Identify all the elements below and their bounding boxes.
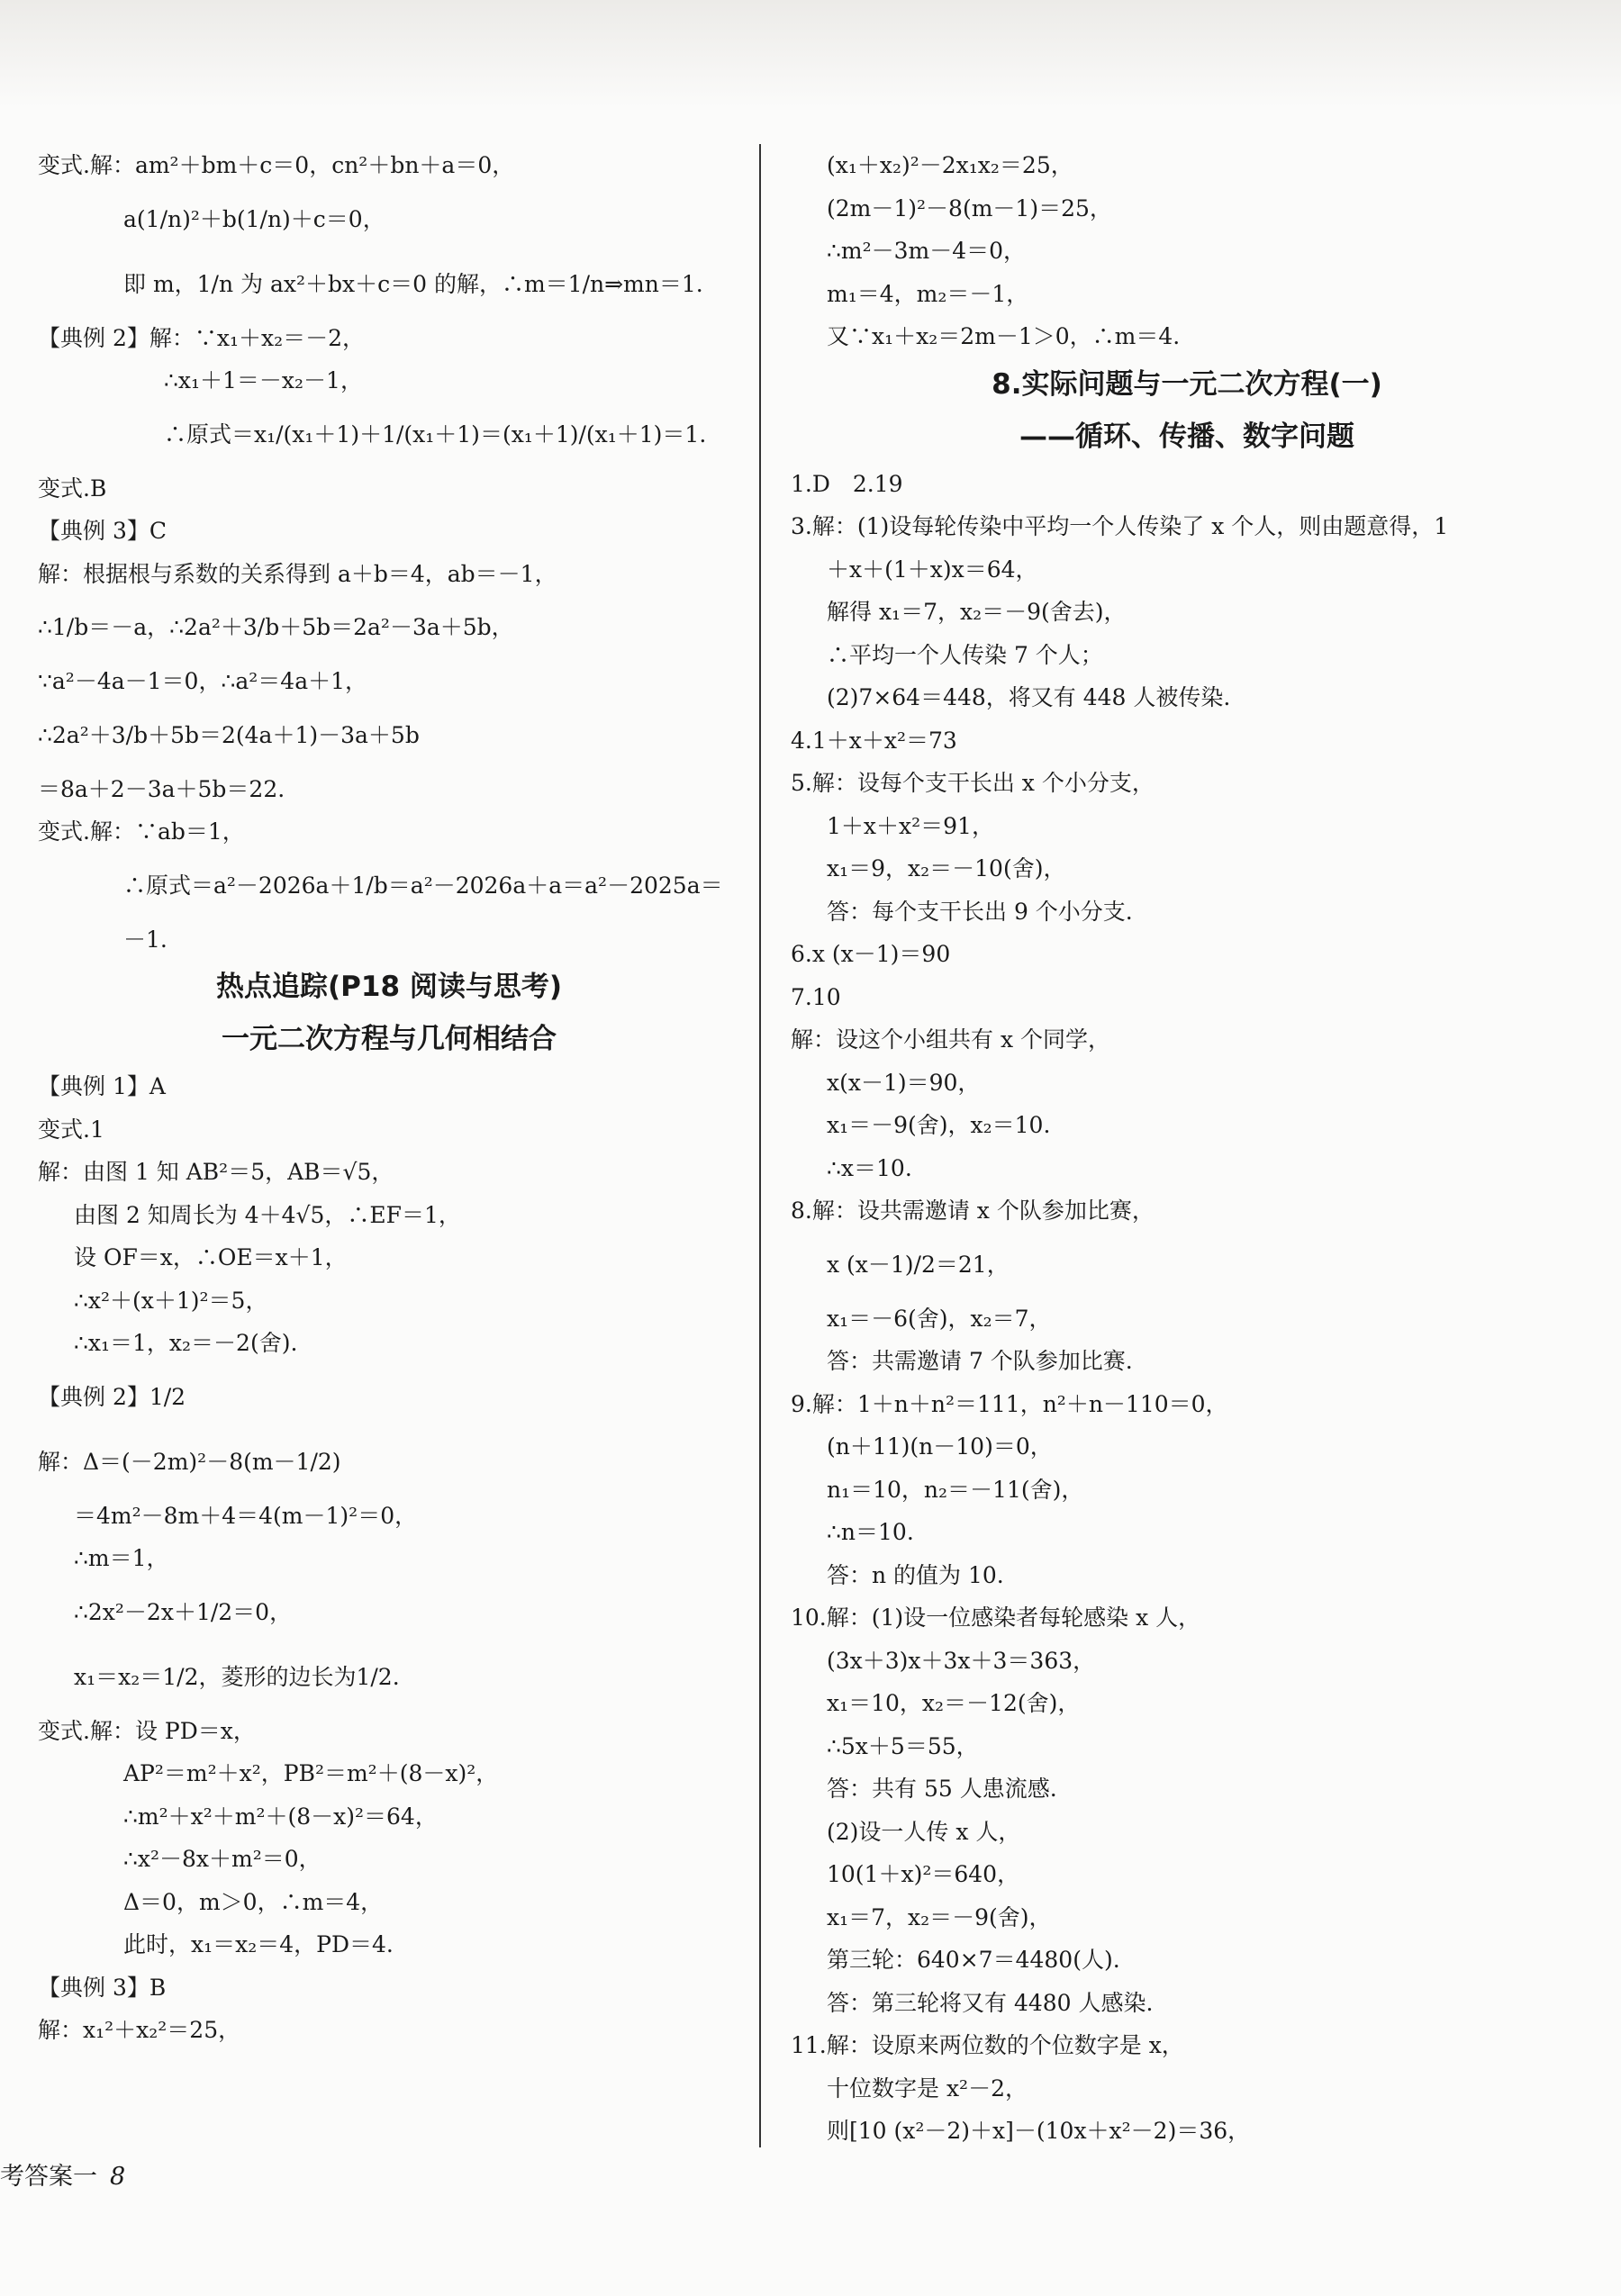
page-number: 8: [110, 2163, 126, 2191]
answer-line: x₁＝9，x₂＝－10(舍)，: [827, 855, 1066, 881]
answer-line: 则[10 (x²－2)＋x]－(10x＋x²－2)＝36，: [827, 2118, 1251, 2144]
page-footer: [0, 2156, 125, 2192]
answer-line: ∴x₁＝1，x₂＝－2(舍).: [74, 1330, 298, 1356]
answer-line: x(x－1)＝90，: [827, 1069, 981, 1096]
answer-line: 1.D 2.19: [791, 470, 903, 497]
answer-line: m₁＝4，m₂＝－1，: [827, 280, 1029, 307]
answer-line: 答：第三轮将又有 4480 人感染.: [827, 1989, 1154, 2016]
answer-line: ∴2a²＋3/b＋5b＝2(4a＋1)－3a＋5b: [38, 721, 420, 748]
answer-line: ∴1/b＝－a，∴2a²＋3/b＋5b＝2a²－3a＋5b，: [38, 614, 514, 640]
answer-line: Δ＝0，m＞0，∴m＝4，: [123, 1888, 384, 1915]
answer-line: －1.: [123, 926, 168, 953]
answer-line: 解得 x₁＝7，x₂＝－9(舍去)，: [827, 599, 1127, 625]
answer-line: ＝4m²－8m＋4＝4(m－1)²＝0，: [74, 1502, 418, 1529]
answer-line: ∴2x²－2x＋1/2＝0，: [74, 1598, 293, 1625]
answer-line: (2)7×64＝448，将又有 448 人被传染.: [827, 684, 1231, 710]
answer-line: 【典例 3】C: [38, 518, 167, 544]
answer-line: 7.10: [791, 983, 841, 1010]
answer-line: 解：x₁²＋x₂²＝25，: [38, 2017, 241, 2043]
answer-line: 1＋x＋x²＝91，: [827, 812, 994, 839]
answer-line: ∴m²－3m－4＝0，: [827, 238, 1027, 264]
answer-line: 解：由图 1 知 AB²＝5，AB＝√5，: [38, 1159, 394, 1185]
answer-line: x (x－1)/2＝21，: [827, 1251, 1010, 1278]
answer-line: x₁＝－6(舍)，x₂＝7，: [827, 1305, 1052, 1332]
answer-line: 变式.解：∵ab＝1，: [38, 818, 245, 845]
answer-line: 10(1＋x)²＝640，: [827, 1861, 1020, 1887]
answer-line: x₁＝10，x₂＝－12(舍)，: [827, 1690, 1081, 1716]
answer-line: 答：共有 55 人患流感.: [827, 1776, 1057, 1802]
answer-line: 又∵x₁＋x₂＝2m－1＞0，∴m＝4.: [827, 323, 1181, 349]
answer-line: ∴x²－8x＋m²＝0，: [123, 1846, 321, 1872]
answer-line: ∴m＝1，: [74, 1545, 169, 1571]
answer-line: ∴原式＝a²－2026a＋1/b＝a²－2026a＋a＝a²－2025a＝: [123, 872, 723, 899]
answer-line: ∴n＝10.: [827, 1519, 914, 1545]
answer-line: (x₁＋x₂)²－2x₁x₂＝25，: [827, 152, 1073, 178]
answer-line: 答：每个支干长出 9 个小分支.: [827, 898, 1133, 925]
answer-line: 变式.1: [38, 1116, 104, 1143]
answer-line: 【典例 2】1/2: [38, 1383, 186, 1410]
answer-line: 6.x (x－1)＝90: [791, 941, 951, 967]
answer-line: ＋x＋(1＋x)x＝64，: [827, 556, 1038, 583]
answer-line: 3.解：(1)设每轮传染中平均一个人传染了 x 个人，则由题意得，1: [791, 513, 1449, 539]
answer-line: 【典例 3】B: [38, 1974, 167, 2001]
answer-line: a(1/n)²＋b(1/n)＋c＝0，: [123, 205, 385, 232]
answer-line: ∴5x＋5＝55，: [827, 1732, 979, 1759]
answer-line: ∴原式＝x₁/(x₁＋1)＋1/(x₁＋1)＝(x₁＋1)/(x₁＋1)＝1.: [164, 420, 707, 447]
answer-line: 解：设这个小组共有 x 个同学，: [791, 1026, 1110, 1053]
answer-line: ∴x＝10.: [827, 1154, 912, 1181]
left-column: [38, 144, 740, 2052]
answer-line: 10.解：(1)设一位感染者每轮感染 x 人，: [791, 1604, 1201, 1631]
answer-line: x₁＝7，x₂＝－9(舍)，: [827, 1903, 1052, 1930]
section-heading: 8.实际问题与一元二次方程(一): [992, 367, 1382, 401]
answer-line: 变式.解：am²＋bm＋c＝0，cn²＋bn＋a＝0，: [38, 152, 515, 178]
section-heading: 热点追踪(P18 阅读与思考): [216, 971, 562, 1003]
answer-line: ∴平均一个人传染 7 个人；: [827, 641, 1103, 668]
answer-line: (n＋11)(n－10)＝0，: [827, 1433, 1053, 1460]
answer-line: ∵a²－4a－1＝0，∴a²＝4a＋1，: [38, 668, 368, 694]
answer-line: (2m－1)²－8(m－1)＝25，: [827, 194, 1112, 221]
answer-line: 第三轮：640×7＝4480(人).: [827, 1947, 1120, 1973]
answer-line: 由图 2 知周长为 4＋4√5，∴EF＝1，: [74, 1201, 461, 1228]
answer-line: 即 m，1/n 为 ax²＋bx＋c＝0 的解，∴m＝1/n⇒mn＝1.: [123, 270, 703, 297]
answer-line: x₁＝－9(舍)，x₂＝10.: [827, 1112, 1051, 1138]
answer-line: 11.解：设原来两位数的个位数字是 x，: [791, 2032, 1184, 2058]
answer-line: 解：Δ＝(－2m)²－8(m－1/2): [38, 1448, 341, 1475]
answer-line: 此时，x₁＝x₂＝4，PD＝4.: [123, 1931, 394, 1957]
answer-line: (3x＋3)x＋3x＋3＝363，: [827, 1647, 1096, 1674]
column-divider: [759, 144, 761, 2147]
right-column: [791, 144, 1583, 2153]
answer-line: 【典例 2】解：∵x₁＋x₂＝－2，: [38, 324, 366, 351]
answer-line: 9.解：1＋n＋n²＝111，n²＋n－110＝0，: [791, 1390, 1228, 1417]
answer-line: ＝8a＋2－3a＋5b＝22.: [38, 775, 285, 802]
answer-line: 答：n 的值为 10.: [827, 1561, 1004, 1588]
top-edge-band: [0, 0, 1621, 108]
answer-line: ∴m²＋x²＋m²＋(8－x)²＝64，: [123, 1803, 438, 1830]
answer-line: 设 OF＝x，∴OE＝x＋1，: [74, 1244, 348, 1270]
answer-line: ∴x₁＋1＝－x₂－1，: [164, 367, 363, 393]
answer-line: 十位数字是 x²－2，: [827, 2075, 1028, 2102]
section-heading: 一元二次方程与几何相结合: [222, 1023, 557, 1055]
answer-line: 解：根据根与系数的关系得到 a＋b＝4，ab＝－1，: [38, 560, 557, 587]
answer-line: 8.解：设共需邀请 x 个队参加比赛，: [791, 1198, 1155, 1224]
answer-line: 5.解：设每个支干长出 x 个小分支，: [791, 770, 1155, 796]
answer-line: ∴x²＋(x＋1)²＝5，: [74, 1287, 268, 1314]
answer-line: n₁＝10，n₂＝－11(舍)，: [827, 1476, 1084, 1503]
answer-line: 【典例 1】A: [38, 1073, 166, 1099]
answer-line: 4.1＋x＋x²＝73: [791, 727, 957, 754]
answer-line: 答：共需邀请 7 个队参加比赛.: [827, 1348, 1133, 1374]
answer-line: 变式.B: [38, 475, 107, 502]
answer-line: x₁＝x₂＝1/2，菱形的边长为1/2.: [74, 1663, 400, 1690]
answer-line: (2)设一人传 x 人，: [827, 1818, 1021, 1845]
answer-line: 变式.解：设 PD＝x，: [38, 1717, 256, 1744]
answer-line: AP²＝m²＋x²，PB²＝m²＋(8－x)²，: [123, 1760, 499, 1786]
section-heading: ——循环、传播、数字问题: [1019, 420, 1354, 453]
footer-label: 考答案一: [0, 2163, 97, 2191]
